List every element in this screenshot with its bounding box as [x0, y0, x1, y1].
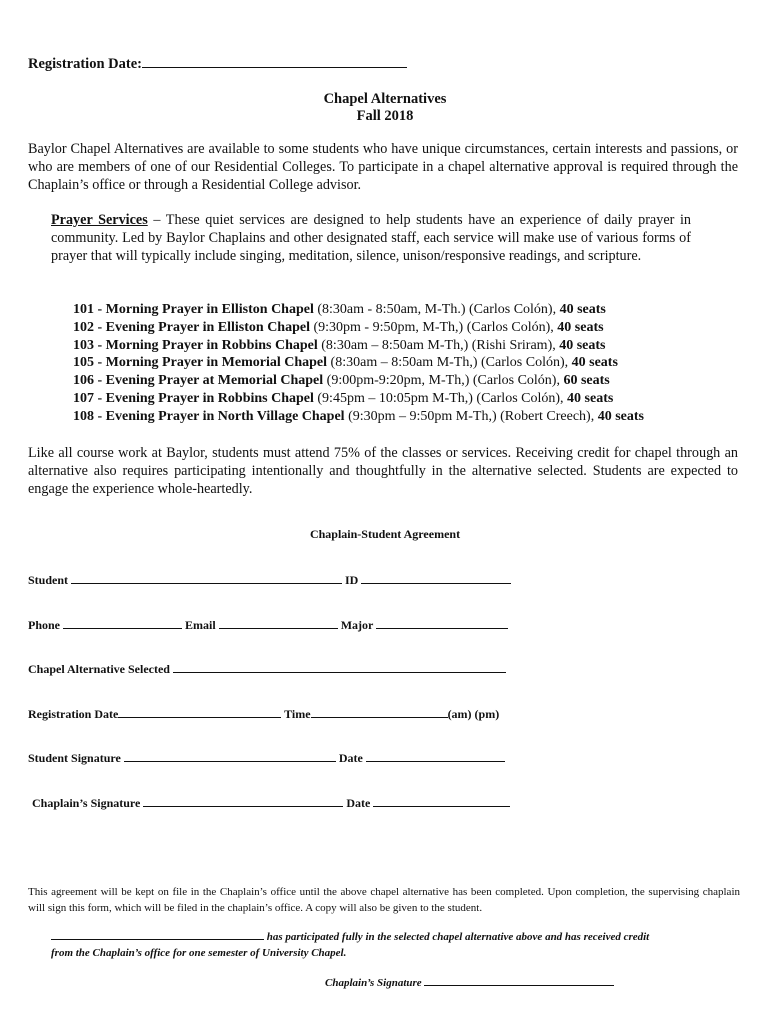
agreement-title: Chaplain-Student Agreement	[309, 527, 461, 541]
student-signature-label: Student Signature	[28, 751, 121, 765]
service-seats: 40 seats	[557, 319, 604, 335]
service-details: (9:45pm – 10:05pm M-Th,) (Carlos Colón),	[313, 390, 568, 406]
service-seats: 40 seats	[567, 390, 614, 406]
time-label: Time	[284, 707, 311, 721]
service-item	[73, 408, 644, 426]
service-details: (9:30pm - 9:50pm, M-Th,) (Carlos Colón),	[309, 319, 558, 335]
prayer-services-text: – These quiet services are designed to help students have an experience of daily prayer in community. Led by Baylor Chaplains and other designated staff, each service will make use of various forms of prayer that will typically include singing, meditation, silence, unison/responsive readings, and scripture.	[51, 212, 691, 264]
page-title	[0, 91, 770, 125]
am-pm-label: (am) (pm)	[447, 707, 500, 721]
service-details: (9:00pm-9:20pm, M-Th,) (Carlos Colón),	[323, 373, 564, 389]
final-chaplain-signature-field[interactable]	[424, 975, 614, 986]
credit-statement	[51, 929, 723, 961]
phone-label: Phone	[28, 618, 61, 632]
chapel-alternative-label: Chapel Alternative Selected	[28, 662, 170, 676]
footer-note: This agreement will be kept on file in the Chaplain’s office until the above chapel alternative has been completed. Upon completion, the supervising chaplain will sign this form, which will be filed in the chaplain’s office. A copy will also be given to the student.	[28, 886, 740, 914]
service-item	[73, 319, 644, 337]
registration-date-line[interactable]	[142, 55, 407, 68]
service-seats: 40 seats	[559, 302, 606, 317]
service-seats: 40 seats	[559, 337, 606, 353]
intro-paragraph: Baylor Chapel Alternatives are available to some students who have unique circumstances, certain interests and passions, or who are members of one of our Residential Colleges. To participate in a chapel alternative approval is required through the Chaplain’s office or through a Residential College advisor.	[28, 141, 738, 193]
service-name: 103 - Morning Prayer in Robbins Chapel	[73, 337, 318, 353]
service-item	[73, 354, 644, 372]
date-label: Date	[338, 751, 363, 765]
service-details: (8:30am – 8:50am M-Th,) (Rishi Sriram),	[317, 337, 560, 353]
student-name-field[interactable]	[71, 571, 342, 584]
final-chaplain-signature-row	[325, 975, 614, 989]
service-item	[73, 337, 644, 355]
services-list	[73, 301, 644, 426]
student-name-credit-field[interactable]	[51, 929, 264, 940]
service-details: (8:30am - 8:50am, M-Th.) (Carlos Colón),	[313, 302, 560, 317]
student-id-field[interactable]	[361, 571, 511, 584]
id-label: ID	[345, 573, 359, 587]
student-signature-field[interactable]	[124, 749, 336, 762]
registration-date-header	[28, 55, 407, 73]
service-item	[73, 301, 644, 319]
major-field[interactable]	[376, 616, 508, 629]
service-name: 108 - Evening Prayer in North Village Chapel	[73, 408, 345, 424]
attendance-paragraph: Like all course work at Baylor, students must attend 75% of the classes or services. Receiving credit for chapel through an alternative also requires participating intentionally and thoughtfully in the alternative selected. Students are expected to engage the experience whole-heartedly.	[28, 445, 738, 497]
chapel-alternative-field[interactable]	[173, 660, 506, 673]
title-line-2: Fall 2018	[356, 108, 414, 124]
time-field[interactable]	[311, 705, 448, 718]
prayer-services-heading: Prayer Services	[51, 212, 148, 228]
student-row	[28, 571, 511, 588]
service-seats: 40 seats	[597, 408, 644, 424]
credit-text-1: has participated fully in the selected chapel alternative above and has received credit	[264, 931, 650, 943]
date-label: Date	[346, 796, 371, 810]
service-item	[73, 390, 644, 408]
service-details: (8:30am – 8:50am M-Th,) (Carlos Colón),	[327, 355, 572, 371]
registration-date-label: Registration Date:	[28, 56, 142, 72]
service-name: 102 - Evening Prayer in Elliston Chapel	[73, 319, 310, 335]
service-name: 101 - Morning Prayer in Elliston Chapel	[73, 302, 314, 317]
title-line-1: Chapel Alternatives	[323, 91, 447, 107]
service-name: 105 - Morning Prayer in Memorial Chapel	[73, 355, 328, 371]
prayer-services-paragraph	[51, 211, 691, 265]
service-name: 106 - Evening Prayer at Memorial Chapel	[73, 373, 324, 389]
email-field[interactable]	[219, 616, 338, 629]
chaplain-signature-row	[32, 794, 510, 811]
contact-row	[28, 616, 508, 633]
registration-time-row	[28, 705, 499, 722]
service-seats: 40 seats	[571, 355, 618, 371]
email-label: Email	[185, 618, 216, 632]
chapel-alternative-row	[28, 660, 506, 677]
student-date-field[interactable]	[366, 749, 505, 762]
final-chaplain-signature-label: Chaplain’s Signature	[325, 977, 422, 989]
chaplain-date-field[interactable]	[373, 794, 510, 807]
chaplain-signature-label: Chaplain’s Signature	[32, 796, 141, 810]
chaplain-signature-field[interactable]	[143, 794, 343, 807]
phone-field[interactable]	[63, 616, 182, 629]
major-label: Major	[340, 618, 374, 632]
service-seats: 60 seats	[563, 373, 610, 389]
credit-text-2: from the Chaplain’s office for one semester of University Chapel.	[51, 947, 347, 959]
registration-date-label: Registration Date	[28, 707, 119, 721]
student-signature-row	[28, 749, 505, 766]
registration-date-field[interactable]	[118, 705, 281, 718]
service-details: (9:30pm – 9:50pm M-Th,) (Robert Creech),	[344, 408, 598, 424]
service-item	[73, 372, 644, 390]
service-name: 107 - Evening Prayer in Robbins Chapel	[73, 390, 314, 406]
student-label: Student	[28, 573, 69, 587]
